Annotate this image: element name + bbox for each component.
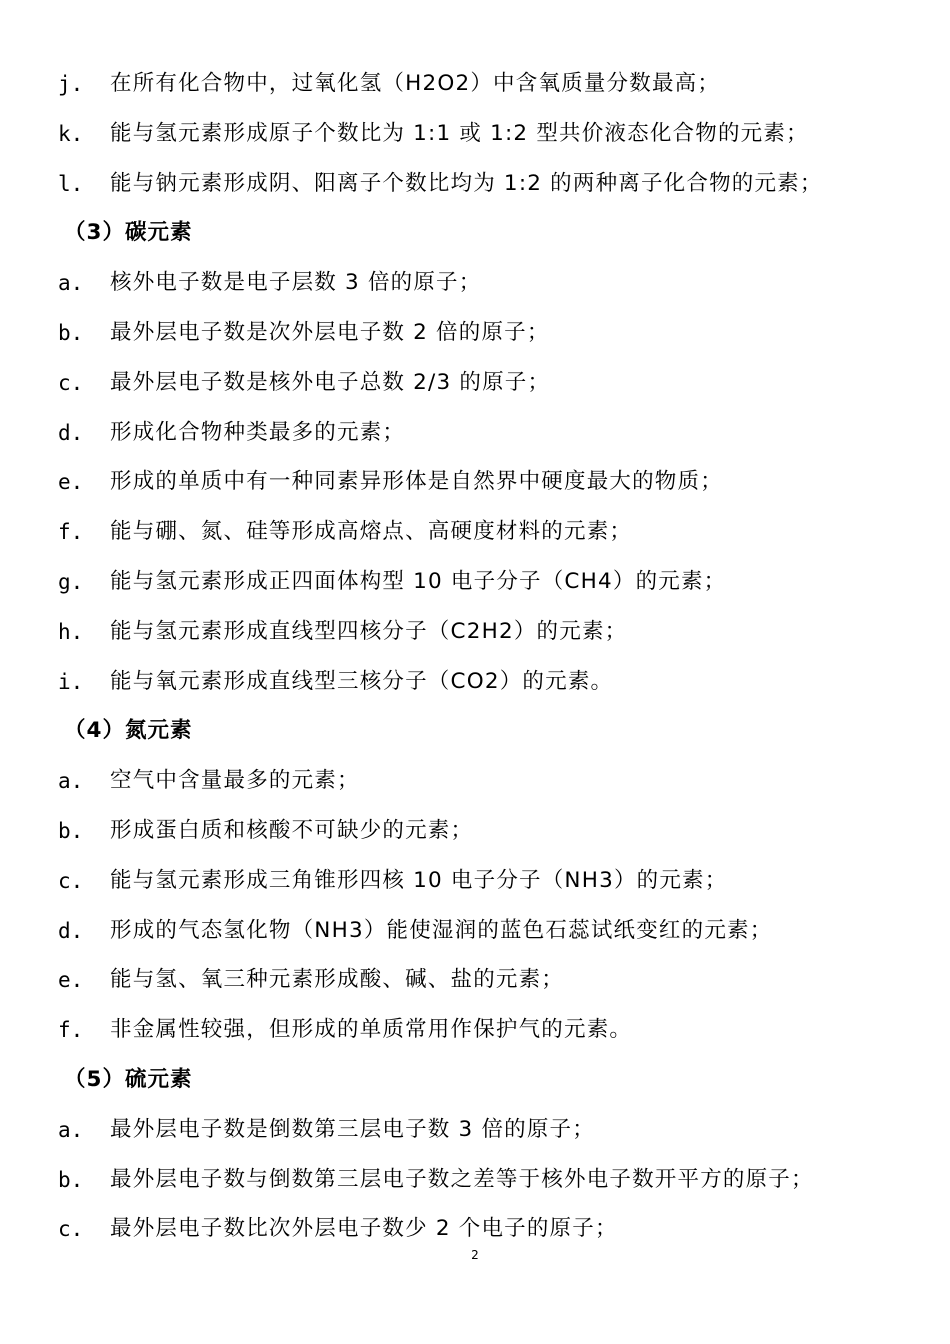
list-item-text: 形成的单质中有一种同素异形体是自然界中硬度最大的物质； [110, 469, 723, 494]
list-item-marker: l. [58, 172, 84, 196]
page-number: 2 [471, 1248, 479, 1262]
list-item-text: 形成化合物种类最多的元素； [110, 420, 406, 445]
list-item-text: 能与钠元素形成阴、阳离子个数比均为 1:2 的两种离子化合物的元素； [110, 171, 823, 196]
list-item-marker: a. [58, 769, 84, 793]
list-item-text: 非金属性较强，但形成的单质常用作保护气的元素。 [110, 1017, 633, 1042]
list-item-text: 形成的气态氢化物（NH3）能使湿润的蓝色石蕊试纸变红的元素； [110, 918, 773, 943]
list-item-marker: d. [58, 421, 84, 445]
list-item-text: 能与硼、氮、硅等形成高熔点、高硬度材料的元素； [110, 519, 633, 544]
list-item-text: 在所有化合物中，过氧化氢（H2O2）中含氧质量分数最高； [110, 71, 721, 96]
list-item-marker: f. [58, 520, 84, 544]
list-item-text: 能与氢元素形成原子个数比为 1:1 或 1:2 型共价液态化合物的元素； [110, 121, 809, 146]
list-item-marker: i. [58, 670, 84, 694]
list-item-marker: e. [58, 470, 84, 494]
list-item-marker: c. [58, 1217, 84, 1241]
list-item-marker: b. [58, 321, 84, 345]
list-item-text: 最外层电子数是核外电子总数 2/3 的原子； [110, 370, 551, 395]
list-item-text: 核外电子数是电子层数 3 倍的原子； [110, 270, 482, 295]
list-item-text: 最外层电子数比次外层电子数少 2 个电子的原子； [110, 1216, 618, 1241]
list-item-text: 能与氧元素形成直线型三核分子（CO2）的元素。 [110, 669, 614, 694]
list-item-text: 形成蛋白质和核酸不可缺少的元素； [110, 818, 474, 843]
list-item-text: 能与氢元素形成三角锥形四核 10 电子分子（NH3）的元素； [110, 868, 728, 893]
list-item-marker: a. [58, 1118, 84, 1142]
list-item-text: 最外层电子数是倒数第三层电子数 3 倍的原子； [110, 1117, 595, 1142]
list-item-marker: g. [58, 570, 84, 594]
list-item-marker: c. [58, 869, 84, 893]
list-item-marker: h. [58, 620, 84, 644]
list-item-marker: a. [58, 271, 84, 295]
list-item-marker: b. [58, 819, 84, 843]
section-heading-text: （4）氮元素 [64, 718, 193, 743]
list-item-text: 能与氢元素形成正四面体构型 10 电子分子（CH4）的元素； [110, 569, 727, 594]
list-item-text: 空气中含量最多的元素； [110, 768, 360, 793]
list-item-text: 能与氢、氧三种元素形成酸、碱、盐的元素； [110, 967, 565, 992]
list-item-marker: d. [58, 919, 84, 943]
list-item-marker: b. [58, 1168, 84, 1192]
list-item-text: 最外层电子数与倒数第三层电子数之差等于核外电子数开平方的原子； [110, 1167, 814, 1192]
list-item-marker: k. [58, 122, 84, 146]
list-item-marker: c. [58, 371, 84, 395]
list-item-marker: j. [58, 72, 84, 96]
section-heading-text: （3）碳元素 [64, 220, 193, 245]
list-item-marker: f. [58, 1018, 84, 1042]
section-heading-text: （5）硫元素 [64, 1067, 193, 1092]
list-item-text: 最外层电子数是次外层电子数 2 倍的原子； [110, 320, 550, 345]
list-item-marker: e. [58, 968, 84, 992]
list-item-text: 能与氢元素形成直线型四核分子（C2H2）的元素； [110, 619, 628, 644]
